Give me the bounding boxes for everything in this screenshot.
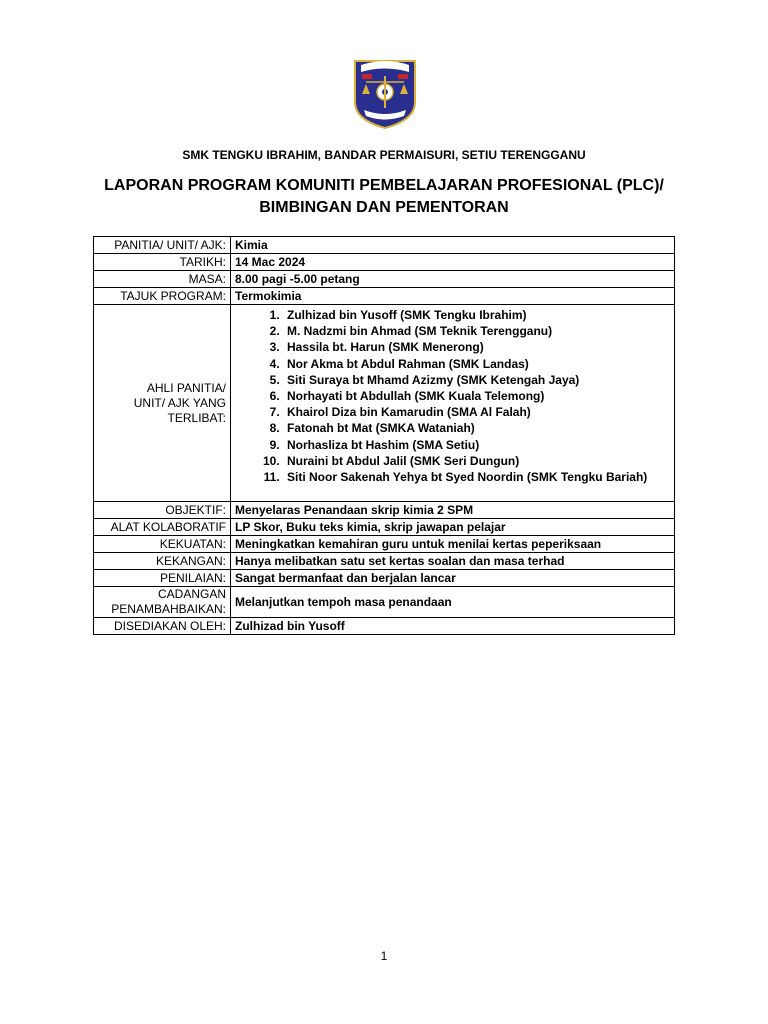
kekuatan-label: KEKUATAN: (94, 536, 231, 553)
cadangan-label-line-1: CADANGAN (157, 587, 226, 602)
report-table (93, 236, 675, 635)
list-item: 1. Zulhizad bin Yusoff (SMK Tengku Ibrahim) (283, 307, 670, 323)
kekangan-value: Hanya melibatkan satu set kertas soalan dan masa terhad (231, 553, 675, 570)
row-alat (94, 519, 675, 536)
list-item: 3. Hassila bt. Harun (SMK Menerong) (283, 339, 670, 355)
cadangan-label-line-2: PENAMBAHBAIKAN: (111, 602, 226, 617)
ahli-label-line-3: TERLIBAT: (167, 410, 226, 425)
list-item: 2. M. Nadzmi bin Ahmad (SM Teknik Terengganu) (283, 323, 670, 339)
row-disediakan (94, 618, 675, 635)
list-item: 5. Siti Suraya bt Mhamd Azizmy (SMK Ketengah Jaya) (283, 372, 670, 388)
title-line-1: LAPORAN PROGRAM KOMUNITI PEMBELAJARAN PROFESIONAL (PLC)/ (104, 177, 664, 194)
tarikh-value: 14 Mac 2024 (231, 254, 675, 271)
cadangan-label (94, 587, 231, 618)
disediakan-value: Zulhizad bin Yusoff (231, 618, 675, 635)
row-masa (94, 271, 675, 288)
masa-label: MASA: (94, 271, 231, 288)
row-kekuatan (94, 536, 675, 553)
row-ahli (94, 305, 675, 502)
alat-value: LP Skor, Buku teks kimia, skrip jawapan pelajar (231, 519, 675, 536)
row-tajuk (94, 288, 675, 305)
ahli-label-line-1: AHLI PANITIA/ (146, 380, 226, 395)
penilaian-value: Sangat bermanfaat dan berjalan lancar (231, 570, 675, 587)
page-title (0, 175, 768, 219)
member-list (235, 307, 670, 485)
tajuk-label: TAJUK PROGRAM: (94, 288, 231, 305)
kekangan-label: KEKANGAN: (94, 553, 231, 570)
kekuatan-value: Meningkatkan kemahiran guru untuk menilai kertas peperiksaan (231, 536, 675, 553)
disediakan-label: DISEDIAKAN OLEH: (94, 618, 231, 635)
list-item: 7. Khairol Diza bin Kamarudin (SMA Al Falah) (283, 404, 670, 420)
row-kekangan (94, 553, 675, 570)
masa-value: 8.00 pagi -5.00 petang (231, 271, 675, 288)
tarikh-label: TARIKH: (94, 254, 231, 271)
row-tarikh (94, 254, 675, 271)
page-number: 1 (380, 949, 388, 963)
list-item: 11. Siti Noor Sakenah Yehya bt Syed Noordin (SMK Tengku Bariah) (283, 469, 670, 485)
ahli-label-line-2: UNIT/ AJK YANG (133, 395, 226, 410)
panitia-label: PANITIA/ UNIT/ AJK: (94, 237, 231, 254)
school-crest-icon (352, 58, 418, 130)
tajuk-value: Termokimia (231, 288, 675, 305)
row-panitia (94, 237, 675, 254)
penilaian-label: PENILAIAN: (94, 570, 231, 587)
objektif-label: OBJEKTIF: (94, 502, 231, 519)
ahli-value (231, 305, 675, 502)
list-item: 9. Norhasliza bt Hashim (SMA Setiu) (283, 437, 670, 453)
alat-label: ALAT KOLABORATIF (94, 519, 231, 536)
list-item: 4. Nor Akma bt Abdul Rahman (SMK Landas) (283, 356, 670, 372)
cadangan-value: Melanjutkan tempoh masa penandaan (231, 587, 675, 618)
list-item: 6. Norhayati bt Abdullah (SMK Kuala Telemong) (283, 388, 670, 404)
school-name: SMK TENGKU IBRAHIM, BANDAR PERMAISURI, SETIU TERENGGANU (182, 148, 586, 162)
row-penilaian (94, 570, 675, 587)
ahli-label (94, 305, 231, 502)
row-objektif (94, 502, 675, 519)
row-cadangan (94, 587, 675, 618)
list-item: 8. Fatonah bt Mat (SMKA Wataniah) (283, 420, 670, 436)
list-item: 10. Nuraini bt Abdul Jalil (SMK Seri Dungun) (283, 453, 670, 469)
objektif-value: Menyelaras Penandaan skrip kimia 2 SPM (231, 502, 675, 519)
title-line-2: BIMBINGAN DAN PEMENTORAN (259, 199, 509, 216)
panitia-value: Kimia (231, 237, 675, 254)
